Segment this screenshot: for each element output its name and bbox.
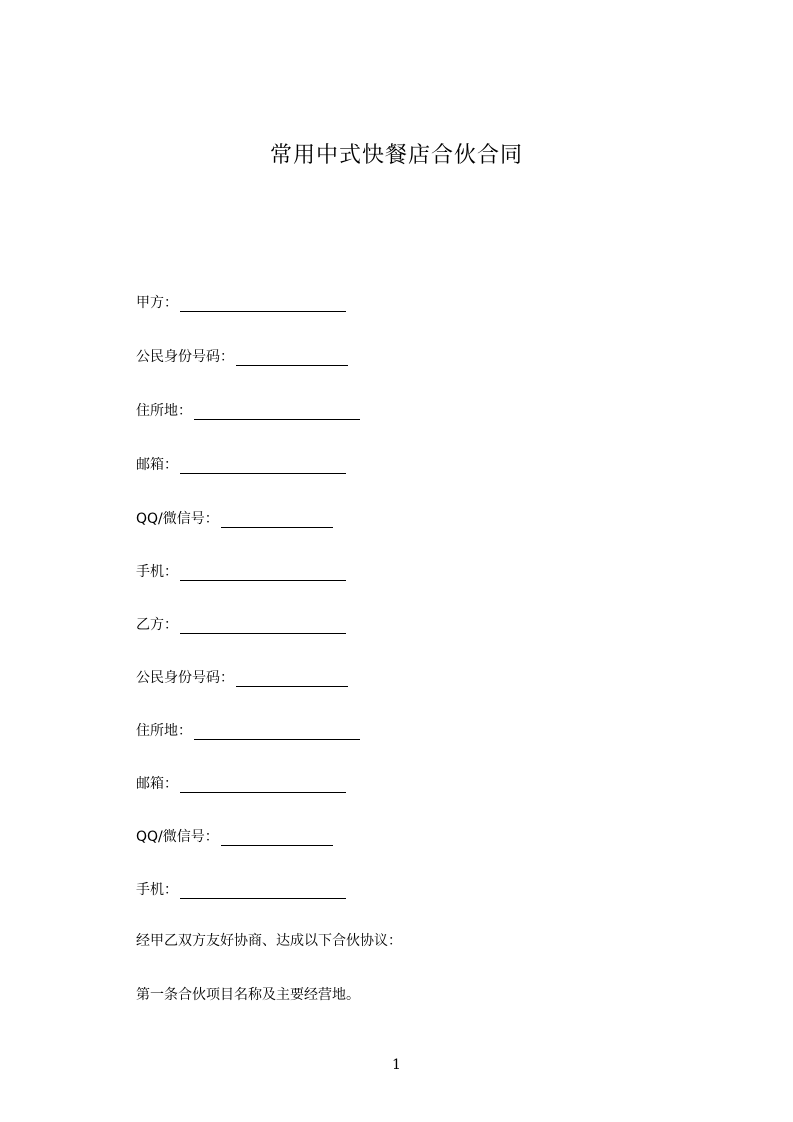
page-number: 1 <box>392 1057 401 1073</box>
party-a-name-label: 甲方： <box>136 295 178 311</box>
party-b-address-blank[interactable] <box>194 725 360 740</box>
party-b-address-field <box>136 718 360 740</box>
party-b-id-field <box>136 665 348 687</box>
article-1-heading: 第一条合伙项目名称及主要经营地。 <box>136 987 360 1003</box>
party-b-mobile-blank[interactable] <box>180 884 346 899</box>
party-b-qq-wechat-label: QQ/微信号： <box>136 829 219 845</box>
party-a-name-blank[interactable] <box>180 297 346 312</box>
party-a-email-label: 邮箱： <box>136 457 178 473</box>
party-a-qq-wechat-blank[interactable] <box>221 513 333 528</box>
party-a-qq-wechat-field <box>136 506 333 528</box>
party-a-address-label: 住所地： <box>136 403 192 419</box>
party-b-id-label: 公民身份号码： <box>136 670 234 686</box>
party-a-address-blank[interactable] <box>194 405 360 420</box>
party-b-name-label: 乙方： <box>136 617 178 633</box>
party-b-email-field <box>136 771 346 793</box>
party-a-email-blank[interactable] <box>180 459 346 474</box>
party-a-mobile-label: 手机： <box>136 564 178 580</box>
agreement-intro: 经甲乙双方友好协商、达成以下合伙协议： <box>136 933 402 949</box>
party-a-qq-wechat-label: QQ/微信号： <box>136 511 219 527</box>
party-b-address-label: 住所地： <box>136 723 192 739</box>
party-b-qq-wechat-field <box>136 824 333 846</box>
party-b-mobile-label: 手机： <box>136 882 178 898</box>
party-b-name-blank[interactable] <box>180 619 346 634</box>
party-b-email-label: 邮箱： <box>136 776 178 792</box>
party-a-id-field <box>136 344 348 366</box>
party-a-name-field <box>136 290 346 312</box>
party-b-qq-wechat-blank[interactable] <box>221 831 333 846</box>
party-b-name-field <box>136 612 346 634</box>
party-b-mobile-field <box>136 877 346 899</box>
party-a-id-label: 公民身份号码： <box>136 349 234 365</box>
party-a-address-field <box>136 398 360 420</box>
party-b-email-blank[interactable] <box>180 778 346 793</box>
party-a-id-blank[interactable] <box>236 351 348 366</box>
party-a-mobile-blank[interactable] <box>180 566 346 581</box>
party-a-mobile-field <box>136 559 346 581</box>
party-a-email-field <box>136 452 346 474</box>
document-title: 常用中式快餐店合伙合同 <box>269 143 523 168</box>
party-b-id-blank[interactable] <box>236 672 348 687</box>
